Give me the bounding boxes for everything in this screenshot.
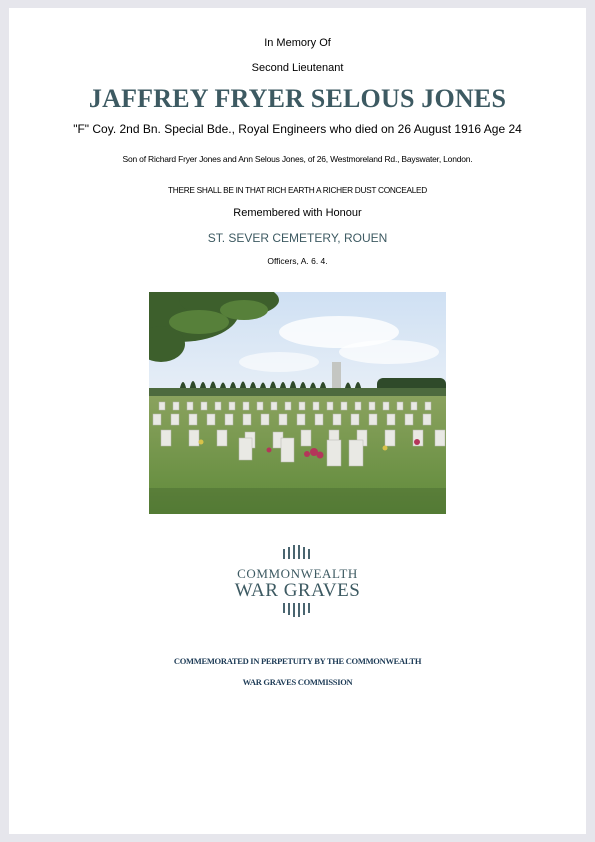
logo-bars-top: [283, 545, 313, 559]
family-details: Son of Richard Fryer Jones and Ann Selous Jones, of 26, Westmoreland Rd., Bayswater, London.: [122, 154, 473, 164]
certificate-page: [9, 8, 586, 834]
unit-and-death-details: "F" Coy. 2nd Bn. Special Bde., Royal Engineers who died on 26 August 1916 Age 24: [73, 122, 522, 136]
rank-label: Second Lieutenant: [251, 62, 344, 74]
remembered-with-honour: Remembered with Honour: [233, 207, 362, 219]
cwgc-logo: [227, 545, 368, 623]
logo-bars-bottom: [283, 603, 313, 617]
cemetery-photo: [149, 292, 446, 514]
epitaph: THERE SHALL BE IN THAT RICH EARTH A RICHER DUST CONCEALED: [168, 185, 427, 195]
logo-text-war-graves: WAR GRAVES: [234, 580, 361, 601]
cemetery-name: ST. SEVER CEMETERY, ROUEN: [207, 231, 388, 245]
casualty-name: JAFFREY FRYER SELOUS JONES: [88, 84, 507, 113]
grave-reference: Officers, A. 6. 4.: [267, 256, 328, 266]
logo-text-commonwealth: COMMONWEALTH: [237, 566, 358, 581]
in-memory-heading: In Memory Of: [264, 37, 331, 49]
footer-line-1: COMMEMORATED IN PERPETUITY BY THE COMMONWEALTH: [173, 656, 422, 666]
footer-line-2: WAR GRAVES COMMISSION: [242, 677, 353, 687]
